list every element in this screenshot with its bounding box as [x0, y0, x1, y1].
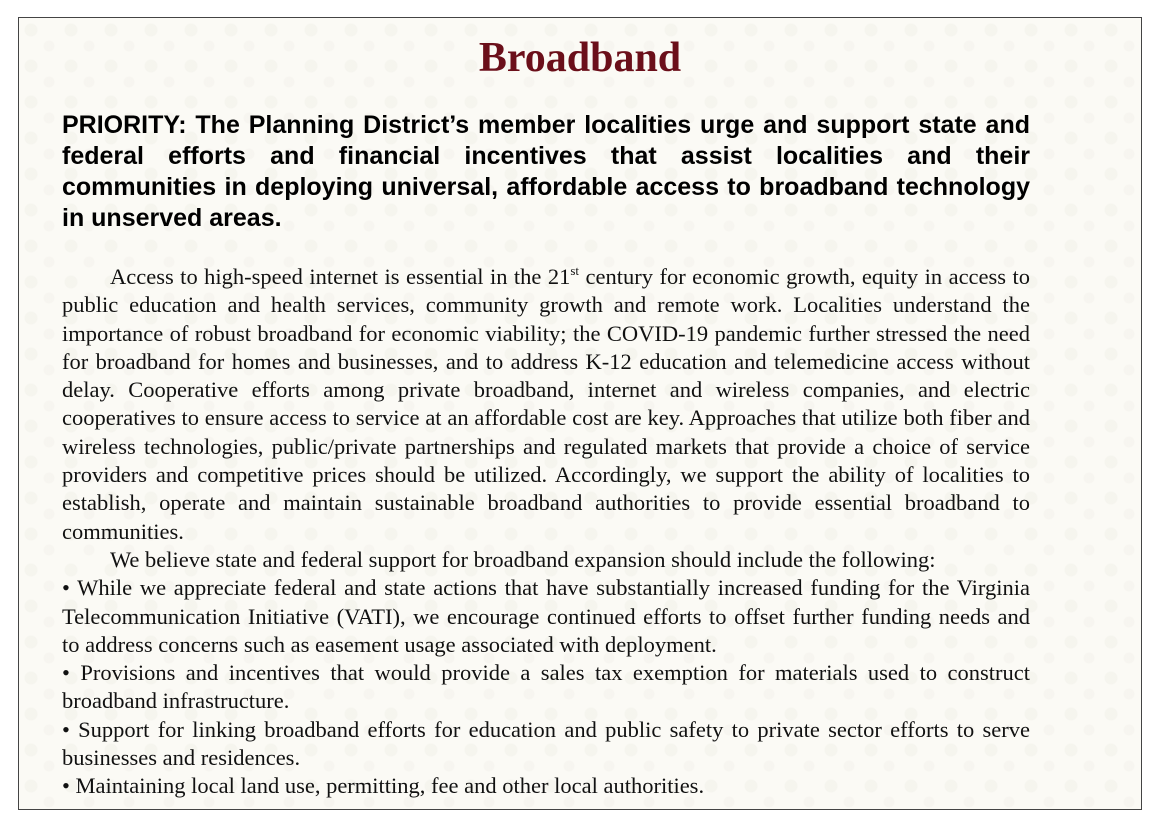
- body-text: [62, 263, 1030, 801]
- list-item: • While we appreciate federal and state actions that have substantially increased funding for the Virginia Telecommunication Initiative (VATI), we encourage continued efforts to offset further funding needs and to address concerns such as easement usage associated with deployment.: [62, 575, 1030, 657]
- intro-text-rest: century for economic growth, equity in access to public education and health services, community growth and remote work. Localities understand the importance of robust broadband for economic viability; the COVID-19 pandemic further stressed the need for broadband for homes and businesses, and to address K-12 education and telemedicine access without delay. Cooperative efforts among private broadband, internet and wireless companies, and electric cooperatives to ensure access to service at an affordable cost are key. Approaches that utilize both fiber and wireless technologies, public/private partnerships and regulated markets that provide a choice of service providers and competitive prices should be utilized. Accordingly, we support the ability of localities to establish, operate and maintain sustainable broadband authorities to provide essential broadband to communities.: [62, 264, 1031, 544]
- list-item: • Support for linking broadband efforts for education and public safety to private sector efforts to serve businesses and residences.: [62, 716, 1030, 771]
- support-paragraph: We believe state and federal support for broadband expansion should include the following:: [110, 546, 936, 572]
- list-item: • Provisions and incentives that would provide a sales tax exemption for materials used to construct broadband infrastructure.: [62, 660, 1030, 714]
- document-page: [18, 17, 1142, 810]
- list-item: • Maintaining local land use, permitting, fee and other local authorities.: [62, 773, 705, 799]
- ordinal-suffix: st: [570, 263, 580, 278]
- intro-text-start: Access to high-speed internet is essential in the 21: [110, 264, 571, 289]
- priority-statement: PRIORITY: The Planning District’s member localities urge and support state and federal efforts and financial incentives that assist localities and their communities in deploying universal, affordable access to broadband technology in unserved areas.: [62, 111, 1030, 232]
- intro-paragraph: [62, 263, 1030, 546]
- page-title: Broadband: [478, 35, 682, 81]
